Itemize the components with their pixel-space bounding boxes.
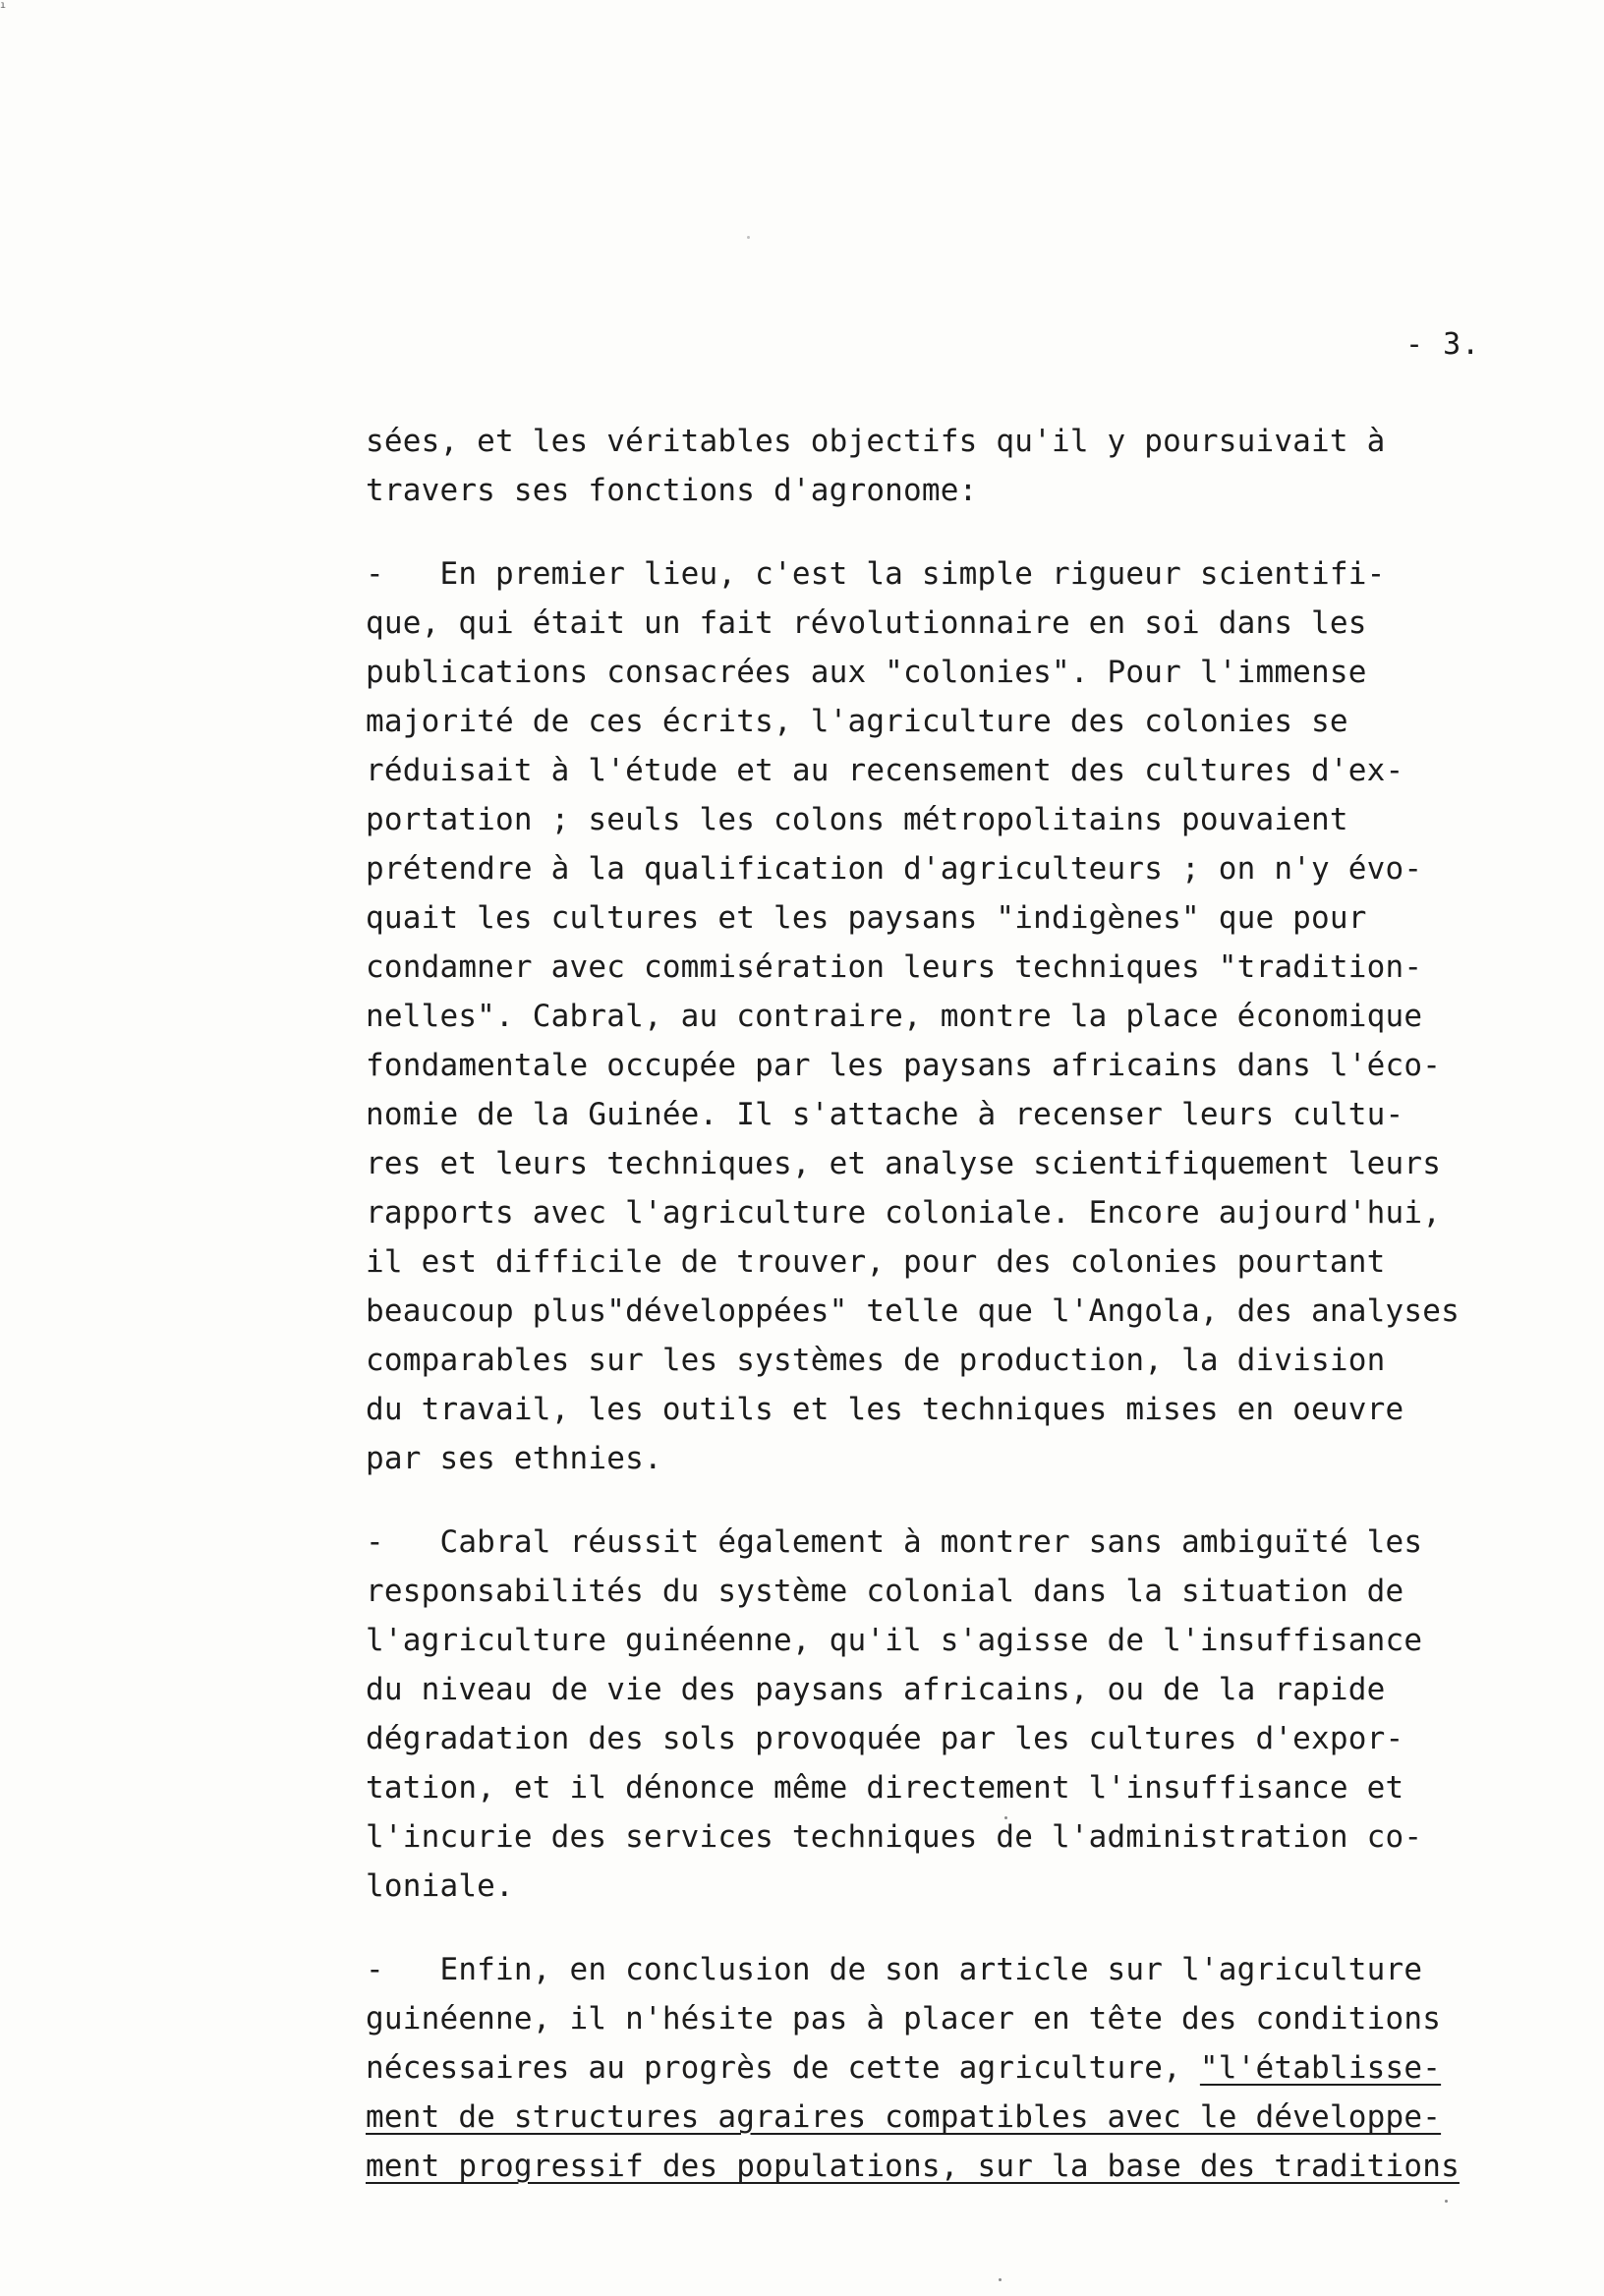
paragraph-conclusion: [366, 1945, 1584, 2191]
paragraph-scientific-rigor: [366, 549, 1584, 1483]
text-line: sées, et les véritables objectifs qu'il y poursuivait à: [366, 424, 1386, 459]
text-line: - Cabral réussit également à montrer sans ambiguïté les: [366, 1524, 1423, 1560]
text-line: nelles". Cabral, au contraire, montre la place économique: [366, 999, 1423, 1034]
body-text: [366, 417, 1584, 2191]
text-line: rapports avec l'agriculture coloniale. Encore aujourd'hui,: [366, 1195, 1442, 1231]
underlined-quote-line: ment progressif des populations, sur la base des traditions: [366, 2149, 1460, 2184]
text-line: - En premier lieu, c'est la simple rigueur scientifi-: [366, 556, 1386, 592]
corner-mark: ı: [0, 0, 7, 11]
text-line: beaucoup plus"développées" telle que l'Angola, des analyses: [366, 1293, 1460, 1329]
text-line: travers ses fonctions d'agronome:: [366, 473, 978, 508]
text-line: comparables sur les systèmes de production, la division: [366, 1343, 1386, 1378]
text-segment: nécessaires au progrès de cette agriculture,: [366, 2050, 1200, 2086]
paragraph-gap: [366, 515, 1584, 549]
text-line: du travail, les outils et les techniques mises en oeuvre: [366, 1392, 1404, 1427]
text-line: quait les cultures et les paysans "indigènes" que pour: [366, 900, 1367, 936]
paper-speck: [1004, 1816, 1007, 1819]
text-line: il est difficile de trouver, pour des colonies pourtant: [366, 1244, 1386, 1280]
text-line: que, qui était un fait révolutionnaire en soi dans les: [366, 605, 1367, 641]
text-line: majorité de ces écrits, l'agriculture des colonies se: [366, 704, 1348, 739]
text-line: du niveau de vie des paysans africains, ou de la rapide: [366, 1672, 1386, 1707]
underlined-quote: "l'établisse-: [1199, 2050, 1442, 2086]
text-line: responsabilités du système colonial dans la situation de: [366, 1574, 1404, 1609]
text-line: loniale.: [366, 1868, 514, 1904]
text-line: [366, 2043, 1584, 2093]
paragraph-colonial-responsibility: [366, 1518, 1584, 1911]
text-line: res et leurs techniques, et analyse scientifiquement leurs: [366, 1146, 1442, 1181]
paper-speck: [1445, 2200, 1448, 2203]
page-number: - 3.: [1405, 327, 1481, 362]
text-line: l'agriculture guinéenne, qu'il s'agisse de l'insuffisance: [366, 1623, 1423, 1658]
text-line: par ses ethnies.: [366, 1441, 662, 1476]
underlined-quote-line: ment de structures agraires compatibles avec le développe-: [366, 2099, 1442, 2135]
text-line: guinéenne, il n'hésite pas à placer en tête des conditions: [366, 2001, 1442, 2037]
text-line: l'incurie des services techniques de l'administration co-: [366, 1819, 1423, 1855]
paragraph-gap: [366, 1483, 1584, 1518]
text-line: prétendre à la qualification d'agriculteurs ; on n'y évo-: [366, 851, 1423, 887]
text-line: portation ; seuls les colons métropolitains pouvaient: [366, 802, 1348, 837]
paper-speck: [747, 236, 750, 239]
text-line: réduisait à l'étude et au recensement des cultures d'ex-: [366, 753, 1404, 788]
paper-speck: [999, 2278, 1002, 2281]
text-line: nomie de la Guinée. Il s'attache à recenser leurs cultu-: [366, 1097, 1404, 1132]
text-line: publications consacrées aux "colonies". Pour l'immense: [366, 655, 1367, 690]
text-line: - Enfin, en conclusion de son article sur l'agriculture: [366, 1952, 1423, 1987]
paragraph-gap: [366, 1911, 1584, 1945]
text-line: condamner avec commisération leurs techniques "tradition-: [366, 949, 1423, 985]
text-line: tation, et il dénonce même directement l'insuffisance et: [366, 1770, 1404, 1806]
text-line: fondamentale occupée par les paysans africains dans l'éco-: [366, 1048, 1442, 1083]
paragraph-intro: [366, 417, 1584, 515]
text-line: dégradation des sols provoquée par les cultures d'expor-: [366, 1721, 1404, 1756]
